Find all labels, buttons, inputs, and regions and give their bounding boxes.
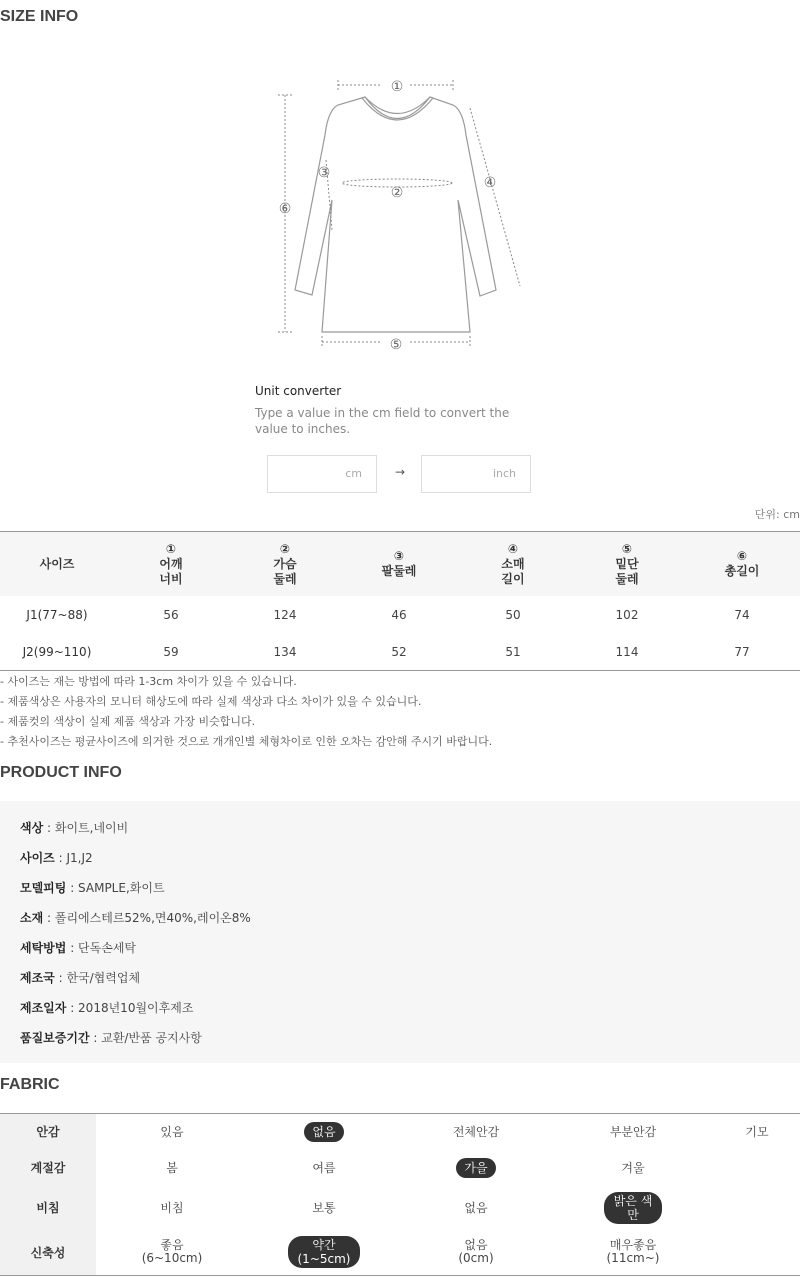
fabric-option-text: 봄	[166, 1161, 178, 1175]
product-info-row: 색상 : 화이트,네이비	[20, 821, 129, 835]
table-cell: 77	[684, 633, 800, 671]
fabric-option-text: 전체안감	[452, 1125, 500, 1140]
product-info-row: 소재 : 폴리에스테르52%,면40%,레이온8%	[20, 911, 251, 925]
header-shoulder: ① 어깨 너비	[114, 532, 228, 597]
marker-5: ⑤	[389, 337, 403, 353]
table-row	[0, 633, 800, 671]
fabric-option	[96, 1114, 248, 1150]
fabric-option	[400, 1150, 552, 1186]
table-cell: 51	[456, 633, 570, 671]
marker-1: ①	[390, 79, 404, 95]
note-line: - 사이즈는 재는 방법에 따라 1-3cm 차이가 있을 수 있습니다.	[0, 675, 297, 688]
fabric-option	[714, 1186, 800, 1230]
converter-description: Type a value in the cm field to convert the value to inches.	[255, 406, 510, 436]
table-cell: 52	[342, 633, 456, 671]
size-notes	[0, 672, 492, 752]
fabric-option-selected: 약간 (1~5cm)	[288, 1236, 361, 1268]
marker-4: ④	[483, 175, 497, 191]
garment-diagram	[270, 70, 530, 360]
product-info-row: 모델피팅 : SAMPLE,화이트	[20, 881, 165, 895]
fabric-option-text: 없음 (0cm)	[458, 1238, 494, 1266]
fabric-option	[400, 1230, 552, 1276]
table-cell: 114	[570, 633, 684, 671]
fabric-option	[96, 1230, 248, 1276]
size-info-title: SIZE INFO	[0, 8, 79, 25]
fabric-option	[96, 1186, 248, 1230]
fabric-option-text: 비침	[160, 1201, 184, 1215]
marker-3: ③	[317, 165, 331, 181]
converter-title: Unit converter	[255, 384, 342, 398]
fabric-option-text: 없음	[464, 1201, 488, 1215]
fabric-row-label: 신축성	[0, 1230, 96, 1276]
fabric-option-text: 매우좋음 (11cm~)	[606, 1238, 660, 1266]
fabric-option-selected: 가을	[456, 1158, 495, 1178]
product-info-row: 사이즈 : J1,J2	[20, 851, 93, 865]
table-cell: J2(99~110)	[0, 633, 114, 671]
fabric-option-text: 좋음 (6~10cm)	[141, 1238, 203, 1266]
fabric-option	[400, 1114, 552, 1150]
product-info-row: 제조일자 : 2018년10월이후제조	[20, 1001, 194, 1015]
header-sleeve: ④ 소매 길이	[456, 532, 570, 597]
table-cell: 59	[114, 633, 228, 671]
table-cell: 102	[615, 607, 639, 622]
product-info-title: PRODUCT INFO	[0, 764, 122, 781]
table-cell: 56	[163, 607, 179, 622]
fabric-option	[714, 1230, 800, 1276]
table-cell: 134	[228, 633, 342, 671]
table-cell: 124	[273, 607, 297, 622]
fabric-option-selected: 없음	[304, 1122, 343, 1142]
fabric-option-text: 있음	[160, 1125, 184, 1140]
fabric-row-label: 계절감	[0, 1150, 96, 1186]
header-arm: ③ 팔둘레	[342, 532, 456, 597]
fabric-row	[0, 1230, 800, 1276]
header-hem: ⑤ 밑단 둘레	[570, 532, 684, 597]
fabric-row-label: 안감	[0, 1114, 96, 1150]
fabric-option-text: 여름	[312, 1161, 336, 1175]
table-cell: 46	[391, 607, 407, 622]
product-info-box	[0, 801, 800, 1063]
fabric-option-text: 겨울	[621, 1161, 645, 1175]
fabric-row	[0, 1114, 800, 1150]
note-line: - 제품컷의 색상이 실제 제품 색상과 가장 비슷합니다.	[0, 715, 256, 728]
header-length: ⑥ 총길이	[684, 532, 800, 597]
table-cell: J1(77~88)	[26, 607, 88, 622]
fabric-option	[552, 1186, 714, 1230]
unit-label: 단위: cm	[754, 508, 800, 521]
fabric-row-label: 비침	[0, 1186, 96, 1230]
fabric-option	[400, 1186, 552, 1230]
product-info-row: 품질보증기간 : 교환/반품 공지사항	[20, 1031, 202, 1045]
size-table	[0, 531, 800, 671]
table-row	[0, 596, 800, 633]
table-cell: 74	[734, 607, 750, 622]
header-chest: ② 가슴 둘레	[228, 532, 342, 597]
product-info-row: 세탁방법 : 단독손세탁	[20, 941, 137, 955]
arrow-icon: →	[395, 465, 406, 479]
fabric-option	[248, 1150, 400, 1186]
table-cell: 50	[505, 607, 521, 622]
fabric-option	[714, 1114, 800, 1150]
size-table-header	[0, 532, 800, 597]
fabric-row	[0, 1150, 800, 1186]
note-line: - 추천사이즈는 평균사이즈에 의거한 것으로 개개인별 체형차이로 인한 오차는 감안해 주시기 바랍니다.	[0, 735, 493, 748]
fabric-title: FABRIC	[0, 1076, 60, 1093]
marker-6: ⑥	[278, 201, 292, 217]
fabric-option	[552, 1230, 714, 1276]
fabric-option	[714, 1150, 800, 1186]
fabric-option	[552, 1150, 714, 1186]
fabric-option-selected: 밝은 색 만	[604, 1192, 663, 1224]
fabric-row	[0, 1186, 800, 1230]
fabric-option-text: 보통	[312, 1201, 336, 1215]
inch-input[interactable]: inch	[421, 455, 531, 493]
fabric-option	[96, 1150, 248, 1186]
fabric-table	[0, 1113, 800, 1276]
note-line: - 제품색상은 사용자의 모니터 해상도에 따라 실제 색상과 다소 차이가 있을 수 있습니다.	[0, 695, 422, 708]
marker-2: ②	[390, 185, 404, 201]
fabric-option	[248, 1114, 400, 1150]
cm-input[interactable]: cm	[267, 455, 377, 493]
header-size: 사이즈	[0, 532, 114, 597]
unit-converter	[255, 384, 545, 497]
product-info-row: 제조국 : 한국/협력업체	[20, 971, 141, 985]
fabric-option	[248, 1186, 400, 1230]
fabric-option	[248, 1230, 400, 1276]
fabric-option-text: 기모	[745, 1125, 769, 1140]
fabric-option-text: 부분안감	[609, 1125, 657, 1140]
fabric-option	[552, 1114, 714, 1150]
